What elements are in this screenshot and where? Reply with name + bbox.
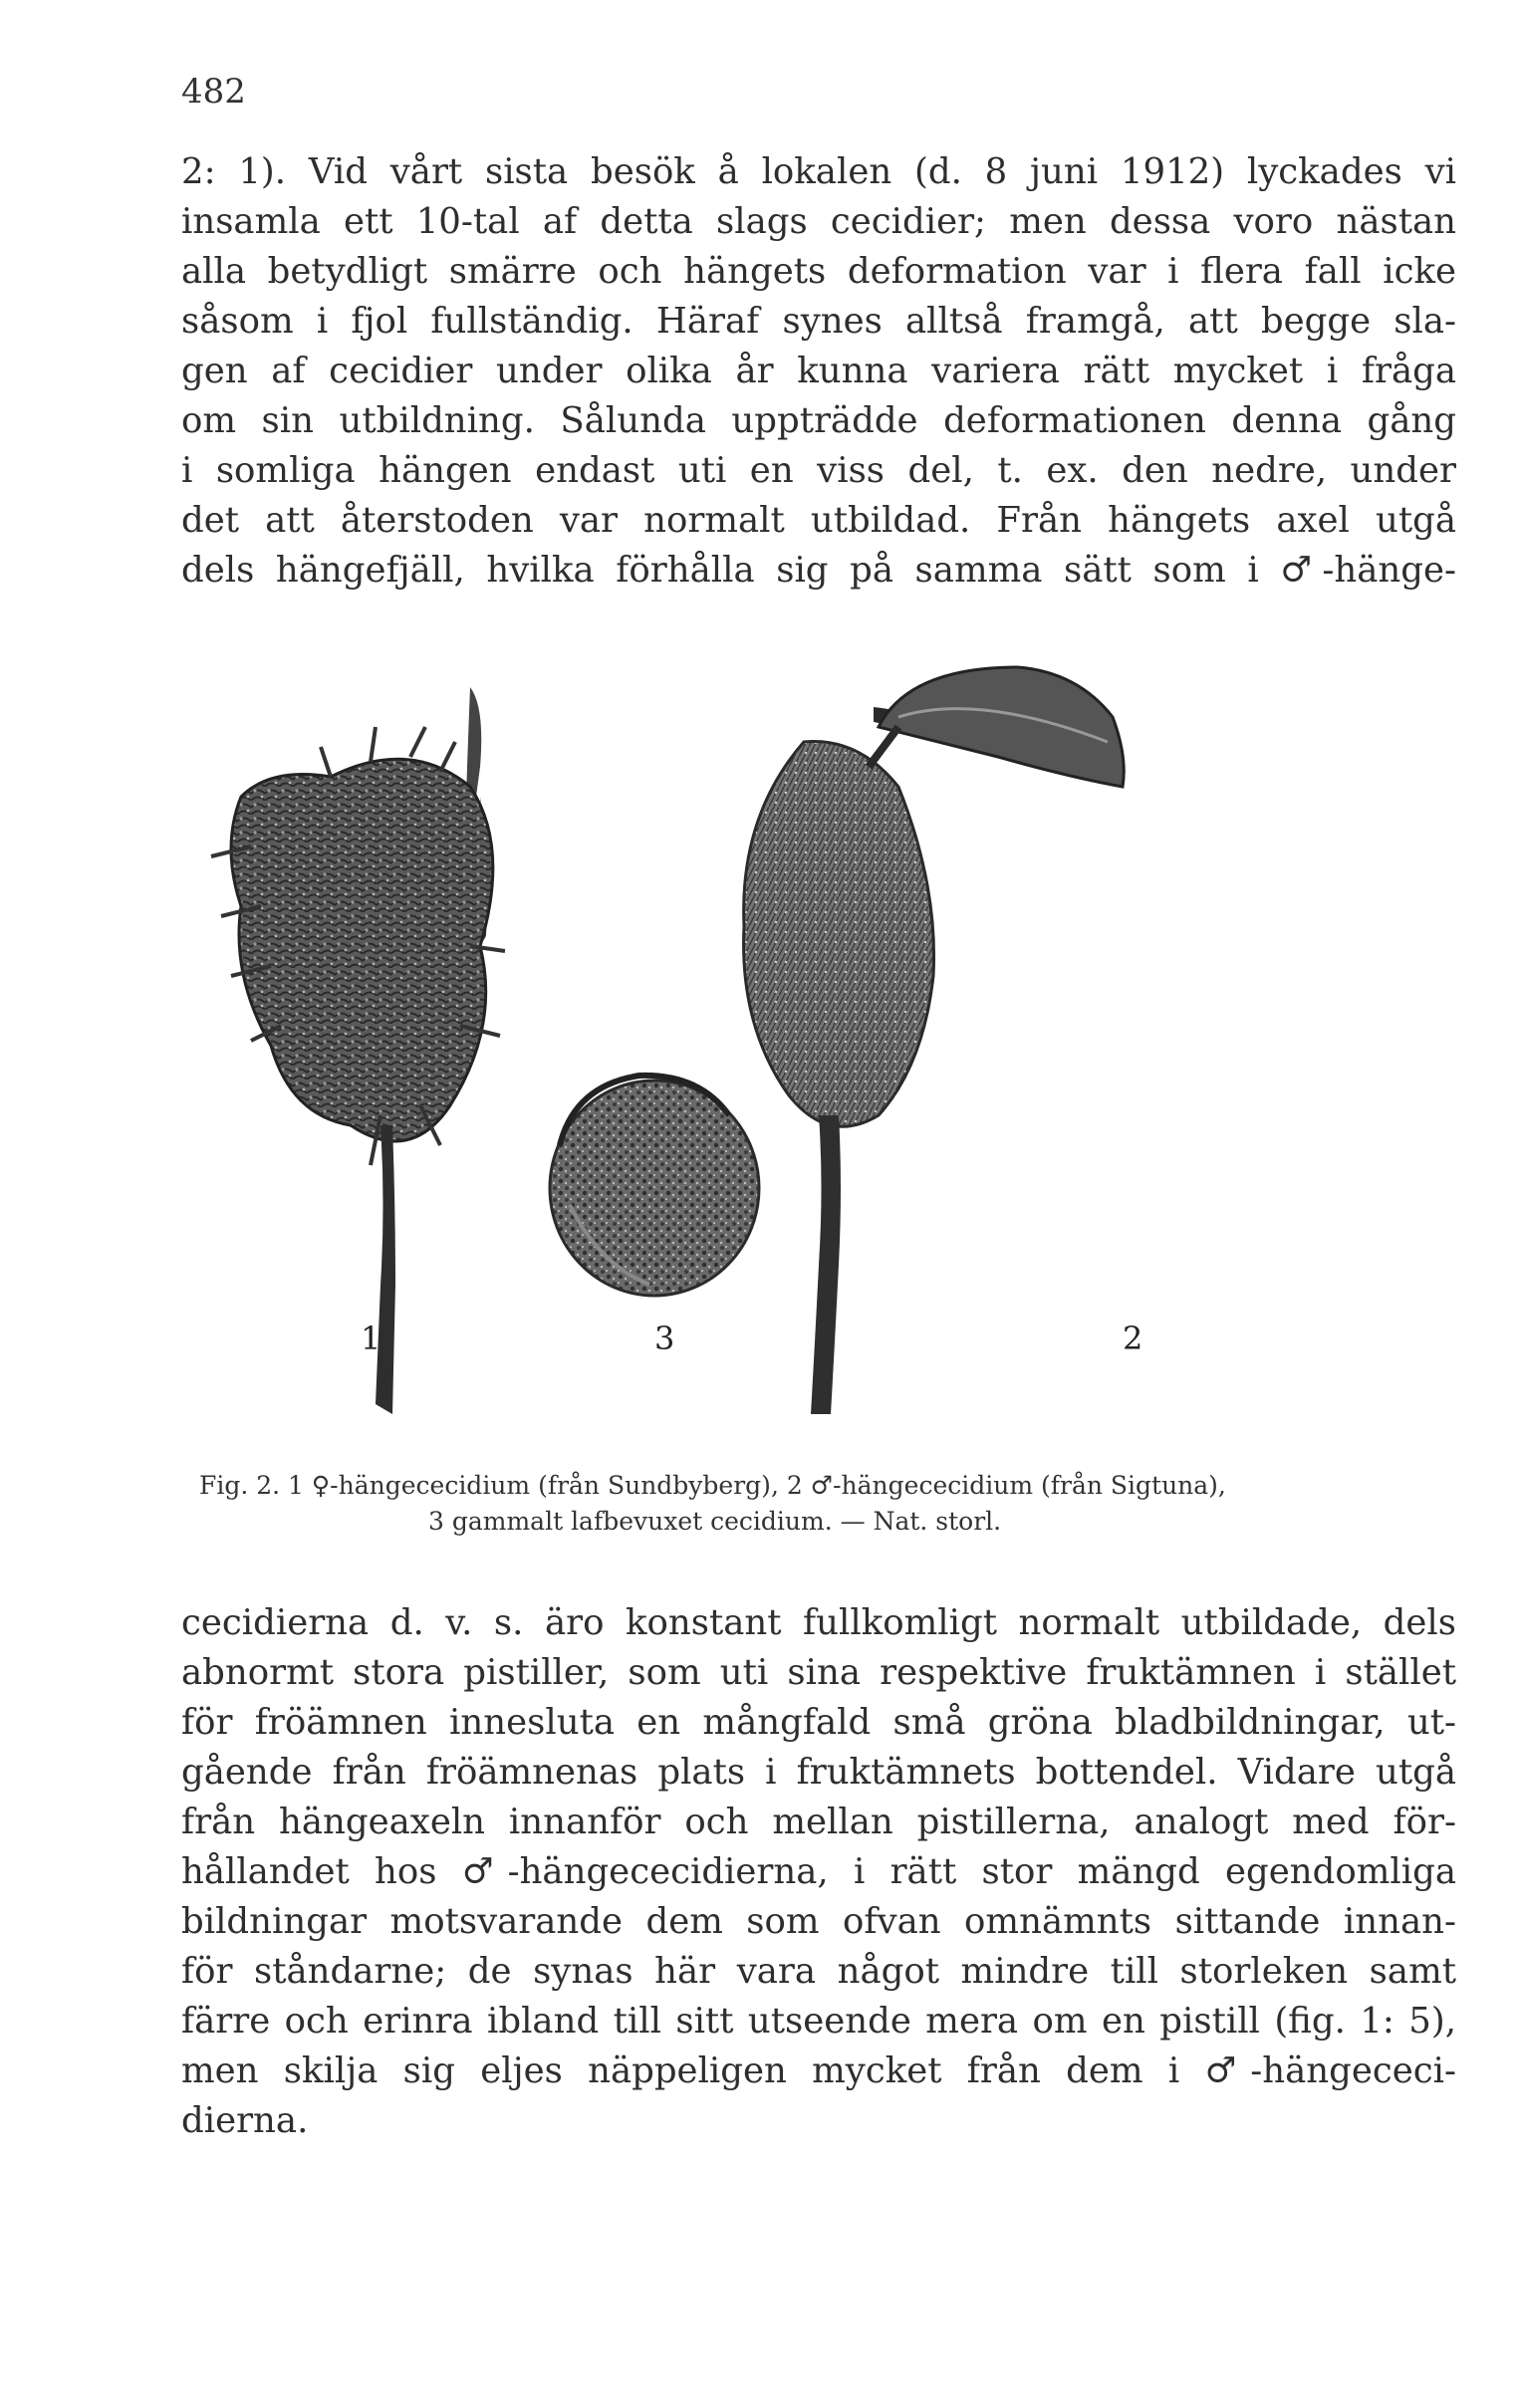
text-line: från hängeaxeln innanför och mellan pistillerna, analogt med för- <box>181 1802 1456 1842</box>
text-line: såsom i fjol fullständig. Häraf synes alltså framgå, att begge sla- <box>181 301 1456 342</box>
specimen-3-lichen-cecidium <box>550 1076 759 1296</box>
caption-line: Fig. 2. 1 ♀-hängececidium (från Sundbyberg), 2 ♂-hängececidium (från Sigtuna), <box>199 1471 1226 1500</box>
text-line: dierna. <box>181 2100 309 2141</box>
figure-label-3: 3 <box>654 1320 675 1357</box>
text-line: men skilja sig eljes näppeligen mycket från dem i ♂-hängececi- <box>181 2050 1456 2091</box>
page-number: 482 <box>181 72 246 112</box>
text-line: färre och erinra ibland till sitt utseende mera om en pistill (fig. 1: 5), <box>181 2001 1456 2042</box>
text-line: alla betydligt smärre och hängets deformation var i flera fall icke <box>181 251 1456 292</box>
text-line: om sin utbildning. Sålunda uppträdde deformationen denna gång <box>181 400 1456 441</box>
caption-line: 3 gammalt lafbevuxet cecidium. — Nat. storl. <box>428 1507 1002 1536</box>
text-line: hållandet hos ♂-hängececidierna, i rätt stor mängd egendomliga <box>181 1851 1456 1892</box>
figure-plate <box>181 647 1456 1444</box>
text-line: för ståndarne; de synas här vara något mindre till storleken samt <box>181 1951 1456 1992</box>
text-line: abnormt stora pistiller, som uti sina respektive fruktämnen i stället <box>181 1652 1456 1693</box>
text-line: 2: 1). Vid vårt sista besök å lokalen (d. 8 juni 1912) lyckades vi <box>181 151 1456 192</box>
paragraph-top <box>181 147 1456 596</box>
text-line: det att återstoden var normalt utbildad. Från hängets axel utgå <box>181 500 1456 541</box>
text-line: gående från fröämnenas plats i fruktämnets bottendel. Vidare utgå <box>181 1752 1456 1793</box>
text-line: för fröämnen innesluta en mångfald små gröna bladbildningar, ut- <box>181 1702 1456 1743</box>
figure-caption <box>181 1468 1456 1540</box>
text-line: dels hängefjäll, hvilka förhålla sig på samma sätt som i ♂-hänge- <box>181 550 1456 591</box>
specimen-1-female-catkin <box>211 687 505 1414</box>
text-line: cecidierna d. v. s. äro konstant fullkomligt normalt utbildade, dels <box>181 1602 1456 1643</box>
text-line: bildningar motsvarande dem som ofvan omnämnts sittande innan- <box>181 1901 1456 1942</box>
figure-label-2: 2 <box>1123 1320 1143 1357</box>
text-line: insamla ett 10-tal af detta slags cecidier; men dessa voro nästan <box>181 201 1456 242</box>
specimen-2-male-catkin <box>744 667 1125 1414</box>
text-line: i somliga hängen endast uti en viss del, t. ex. den nedre, under <box>181 450 1456 491</box>
text-line: gen af cecidier under olika år kunna variera rätt mycket i fråga <box>181 351 1456 391</box>
figure-label-1: 1 <box>361 1320 381 1357</box>
paragraph-bottom <box>181 1598 1456 2146</box>
